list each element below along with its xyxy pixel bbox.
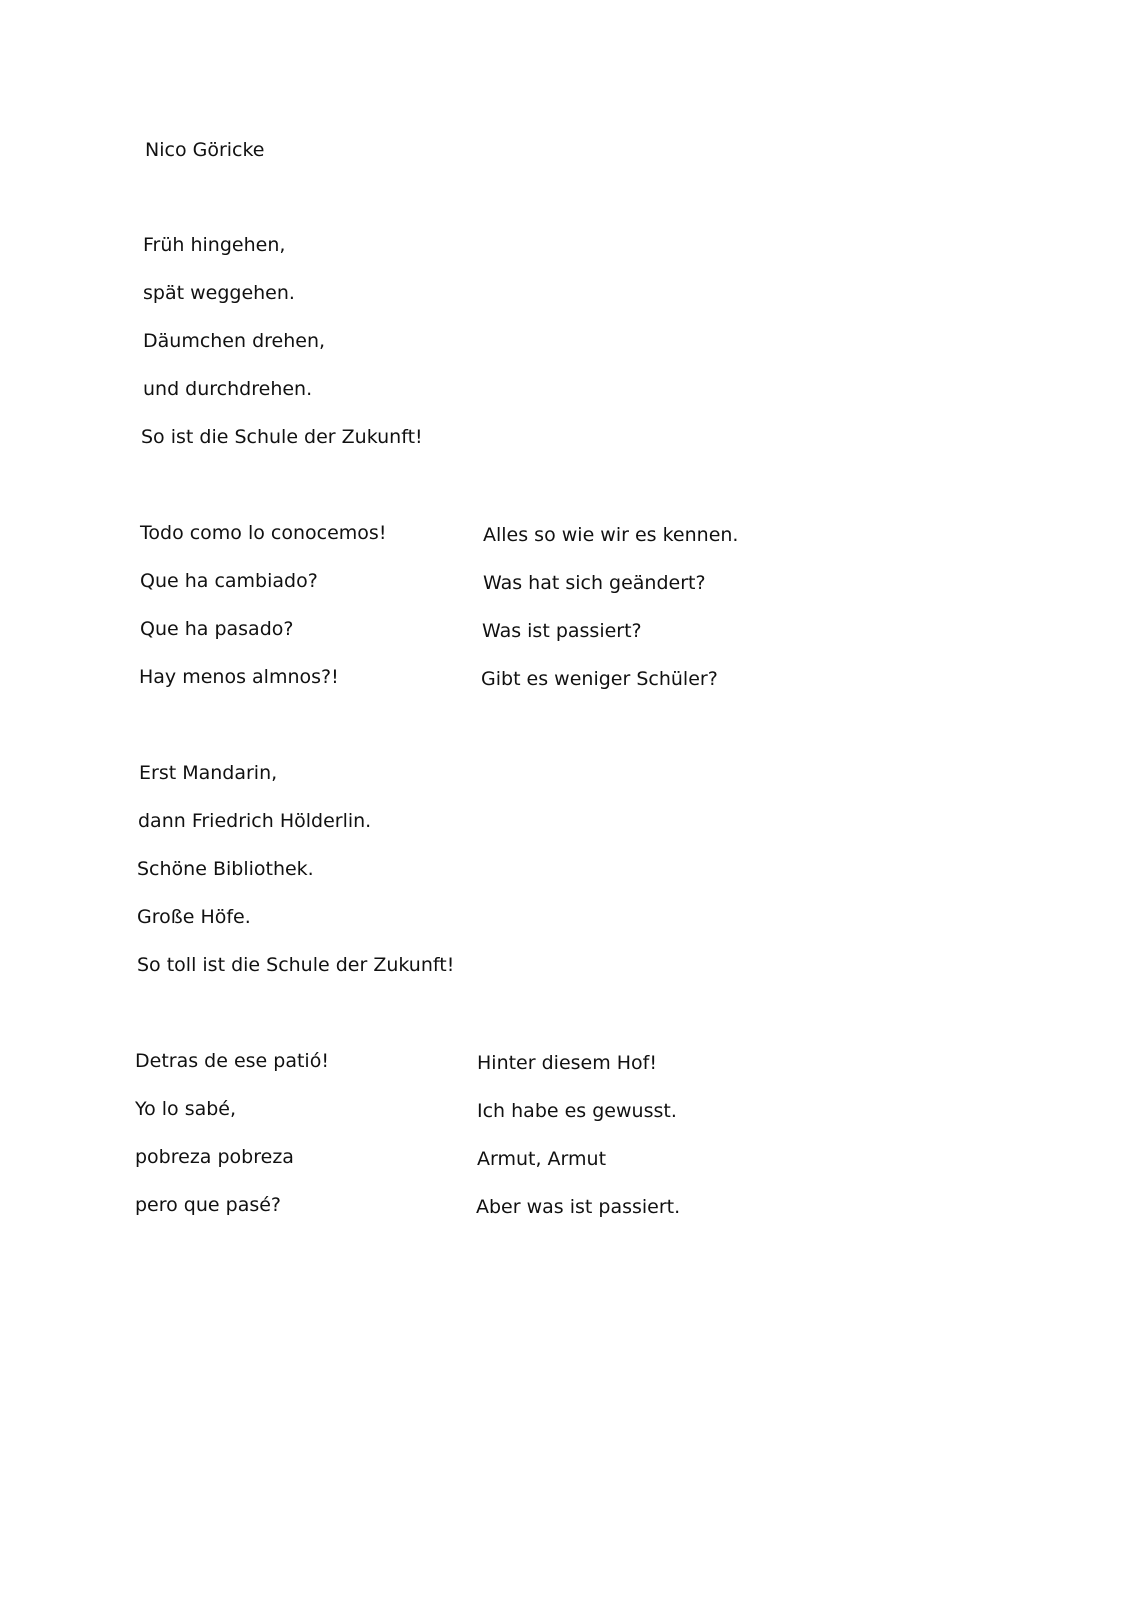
stanza1-line-2: spät weggehen.	[143, 282, 295, 304]
stanza1-line-4: und durchdrehen.	[143, 378, 313, 400]
stanza3-line-4: Große Höfe.	[137, 906, 251, 928]
stanza4-spanish-line-2: Yo lo sabé,	[135, 1098, 237, 1120]
stanza3-line-1: Erst Mandarin,	[139, 762, 278, 784]
stanza2-german-line-4: Gibt es weniger Schüler?	[481, 668, 718, 690]
stanza1-line-3: Däumchen drehen,	[143, 330, 326, 352]
stanza2-spanish-line-3: Que ha pasado?	[140, 618, 294, 640]
stanza4-german-line-1: Hinter diesem Hof!	[477, 1052, 657, 1074]
stanza4-spanish-line-4: pero que pasé?	[135, 1194, 282, 1216]
stanza1-line-5: So ist die Schule der Zukunft!	[141, 426, 423, 448]
stanza3-line-5: So toll ist die Schule der Zukunft!	[137, 954, 455, 976]
stanza3-line-3: Schöne Bibliothek.	[137, 858, 314, 880]
stanza2-german-line-2: Was hat sich geändert?	[483, 572, 706, 594]
stanza4-spanish-line-3: pobreza pobreza	[135, 1146, 294, 1168]
stanza4-german-line-3: Armut, Armut	[477, 1148, 607, 1170]
stanza2-spanish-line-1: Todo como lo conocemos!	[140, 522, 387, 544]
stanza2-spanish-line-4: Hay menos almnos?!	[139, 666, 339, 688]
stanza4-german-line-2: Ich habe es gewusst.	[477, 1100, 677, 1122]
stanza1-line-1: Früh hingehen,	[143, 234, 286, 256]
author-name: Nico Göricke	[145, 139, 265, 161]
stanza2-spanish-line-2: Que ha cambiado?	[140, 570, 318, 592]
stanza4-german-line-4: Aber was ist passiert.	[476, 1196, 681, 1218]
stanza3-line-2: dann Friedrich Hölderlin.	[138, 810, 372, 832]
stanza4-spanish-line-1: Detras de ese patió!	[135, 1050, 329, 1072]
stanza2-german-line-1: Alles so wie wir es kennen.	[483, 524, 739, 546]
stanza2-german-line-3: Was ist passiert?	[482, 620, 642, 642]
